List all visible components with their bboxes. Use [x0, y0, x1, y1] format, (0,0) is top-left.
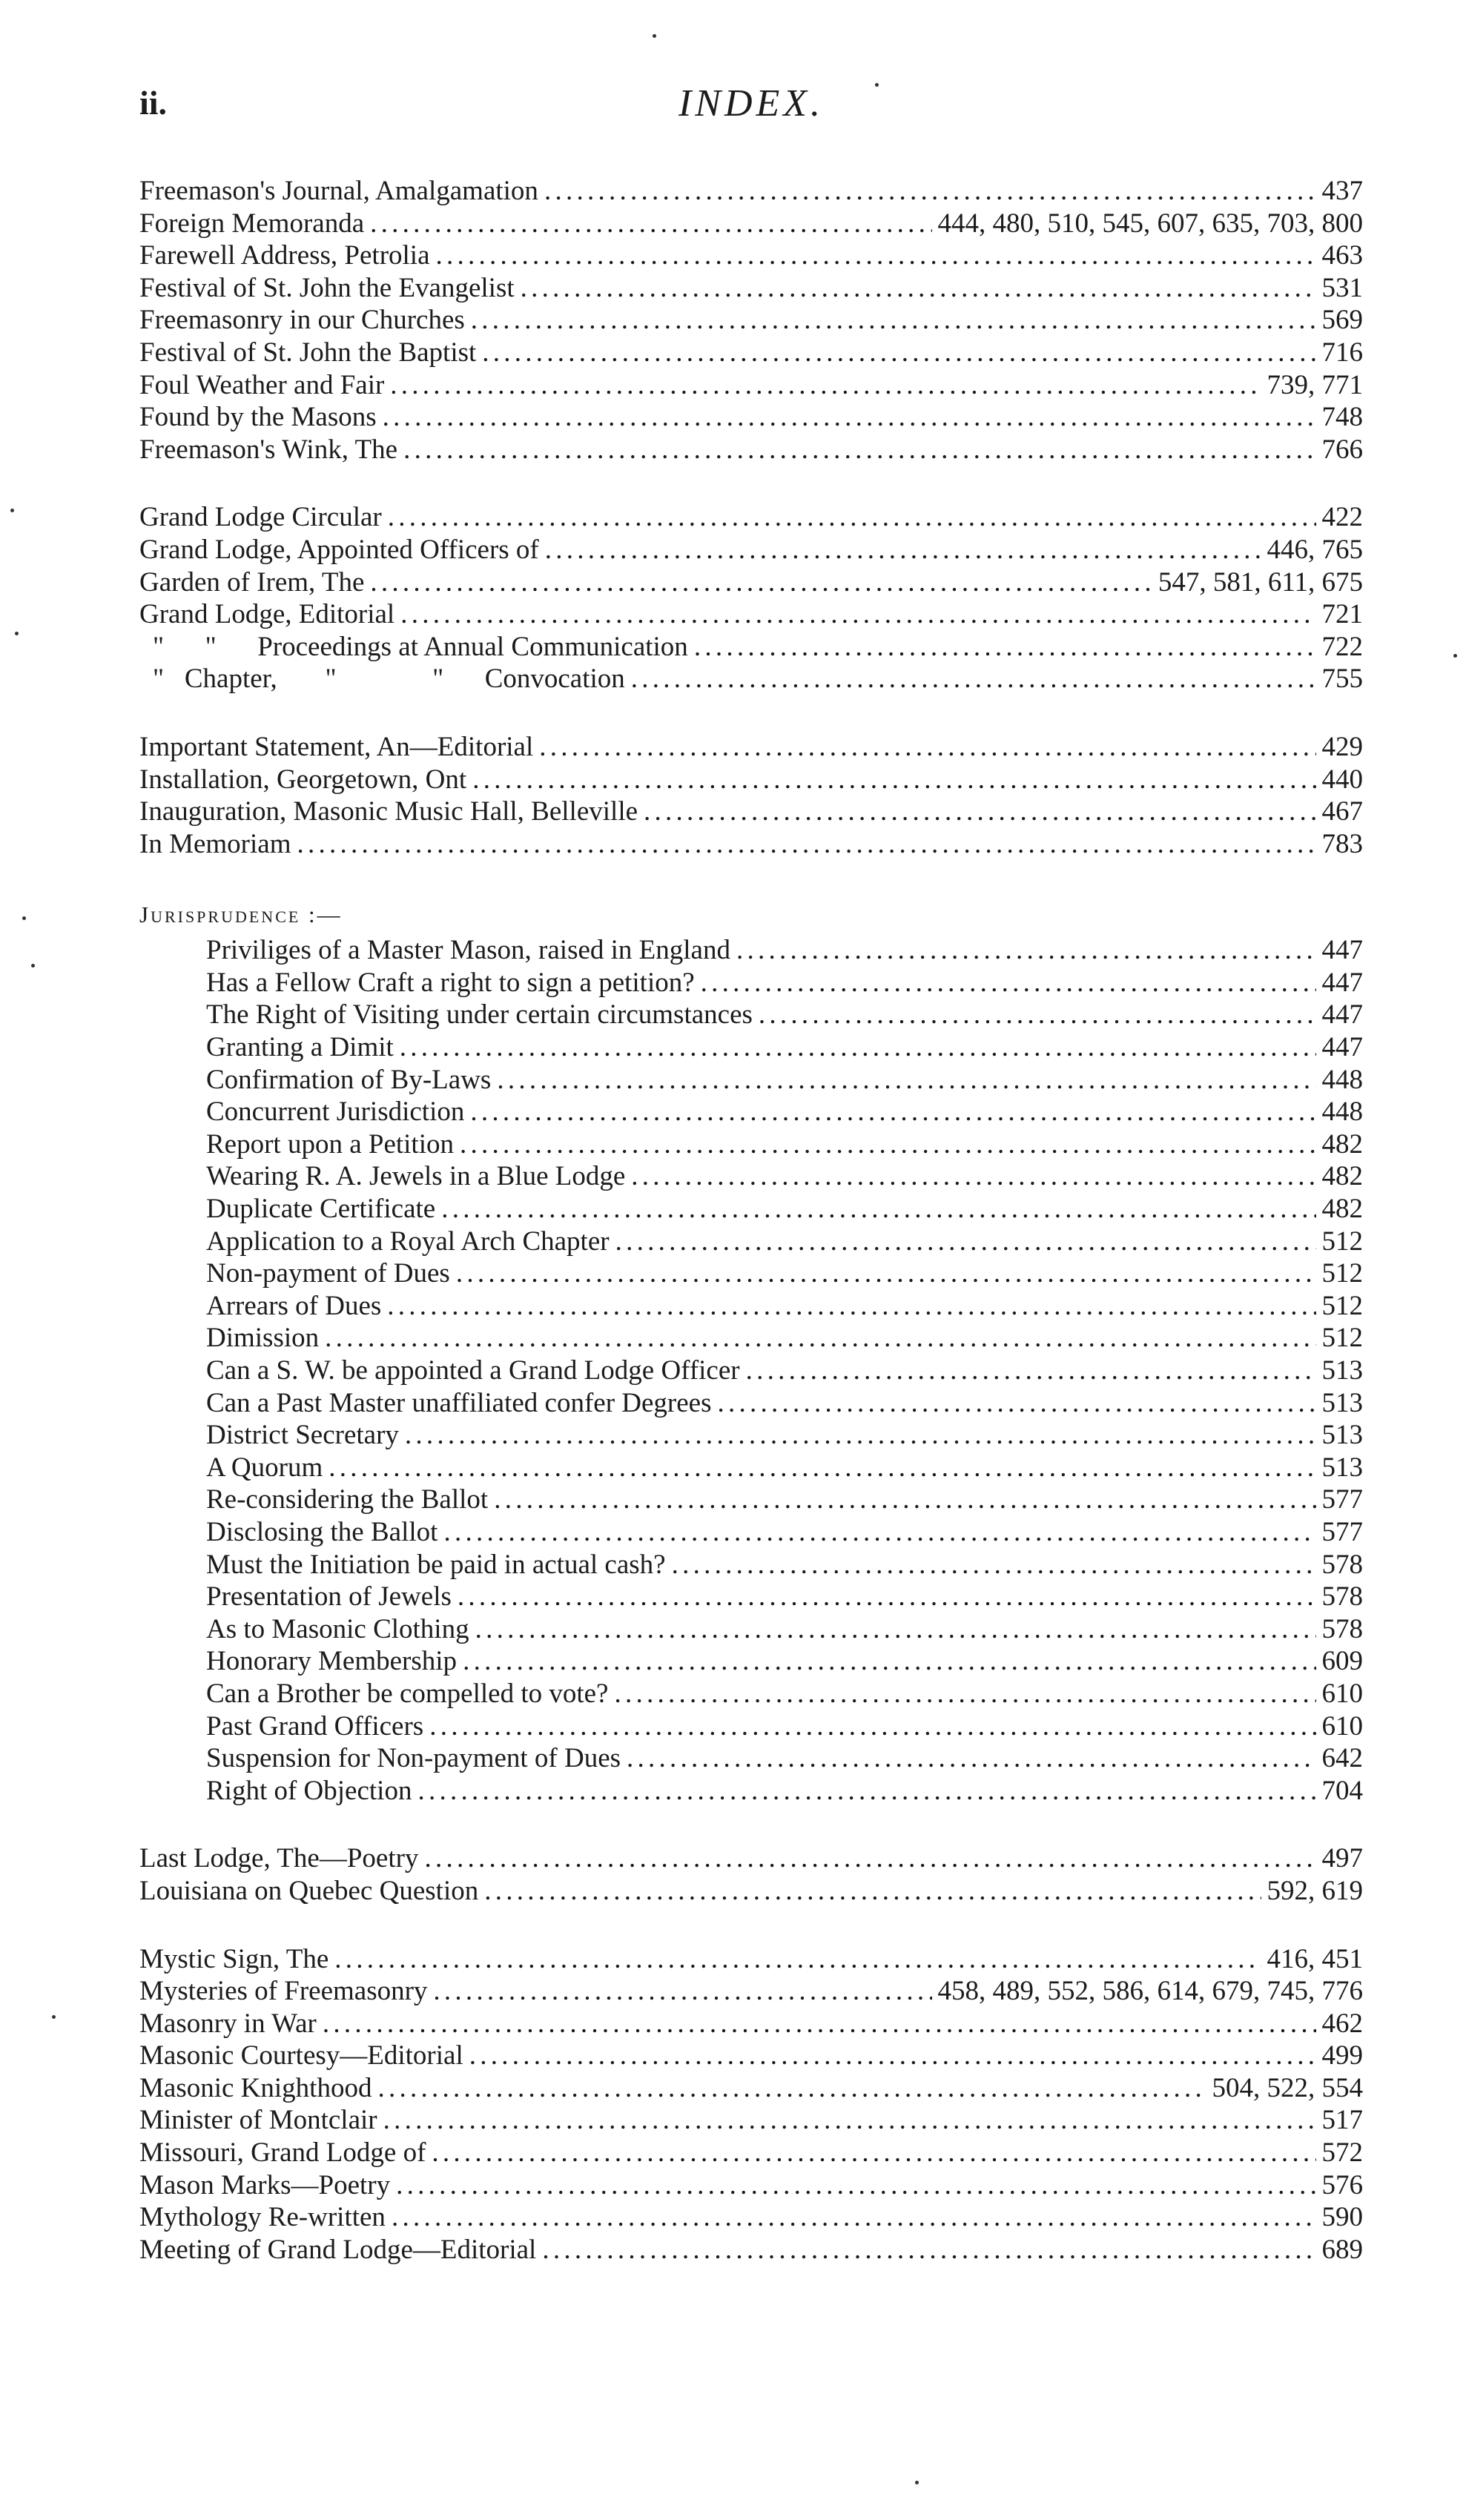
dot-leader	[396, 2169, 1315, 2202]
index-entry	[139, 2040, 1363, 2072]
entry-pages: 578	[1321, 1581, 1363, 1613]
entry-pages: 447	[1321, 999, 1363, 1031]
entry-title: Grand Lodge, Editorial	[139, 599, 395, 630]
dot-leader	[388, 501, 1316, 534]
entry-title: Freemasonry in our Churches	[139, 305, 465, 336]
dot-leader	[334, 1943, 1261, 1976]
entry-title: Non-payment of Dues	[206, 1258, 450, 1289]
entry-pages: 513	[1321, 1355, 1363, 1386]
entry-pages: 572	[1321, 2137, 1363, 2169]
entry-pages: 576	[1321, 2169, 1363, 2200]
entry-pages: 642	[1321, 1743, 1363, 1774]
dot-leader	[458, 1581, 1316, 1613]
index-entry	[139, 1943, 1363, 1976]
entry-pages: 512	[1321, 1258, 1363, 1289]
entry-pages: 447	[1321, 1032, 1363, 1063]
entry-title: Louisiana on Quebec Question	[139, 1875, 479, 1906]
entry-pages: 512	[1321, 1290, 1363, 1321]
entry-title: Right of Objection	[206, 1775, 412, 1806]
entry-title: Mason Marks—Poetry	[139, 2169, 391, 2200]
dot-leader	[392, 2201, 1316, 2234]
index-entry	[139, 1128, 1363, 1161]
entry-title: Granting a Dimit	[206, 1032, 394, 1063]
dot-leader	[701, 967, 1316, 999]
index-entry	[139, 1096, 1363, 1128]
index-entry	[139, 175, 1363, 208]
index-entry	[139, 731, 1363, 764]
entry-title: Arrears of Dues	[206, 1290, 382, 1321]
dot-leader	[615, 1226, 1316, 1258]
dot-leader	[631, 663, 1316, 695]
entry-title: Masonic Courtesy—Editorial	[139, 2040, 463, 2071]
dot-leader	[323, 2008, 1316, 2040]
index-entry	[139, 566, 1363, 599]
index-entry	[139, 1775, 1363, 1808]
dot-leader	[545, 534, 1261, 566]
dot-leader	[497, 1064, 1315, 1097]
entry-pages: 513	[1321, 1452, 1363, 1483]
section-m	[139, 1943, 1363, 2266]
entry-title: The Right of Visiting under certain circumstances	[206, 999, 753, 1031]
entry-title: Report upon a Petition	[206, 1128, 454, 1160]
dot-leader	[460, 1128, 1316, 1161]
entry-title: Disclosing the Ballot	[206, 1516, 438, 1547]
entry-title: Freemason's Wink, The	[139, 434, 398, 465]
entry-title: Can a S. W. be appointed a Grand Lodge Officer	[206, 1355, 740, 1386]
scan-speck	[10, 509, 14, 512]
dot-leader	[443, 1516, 1315, 1549]
entry-pages: 577	[1321, 1516, 1363, 1547]
index-entry	[139, 2234, 1363, 2266]
entry-pages: 531	[1321, 272, 1363, 303]
entry-title: Can a Brother be compelled to vote?	[206, 1678, 609, 1709]
dot-leader	[463, 1645, 1315, 1678]
entry-title: Grand Lodge, Appointed Officers of	[139, 534, 539, 565]
dot-leader	[370, 566, 1152, 599]
scan-speck	[653, 34, 656, 38]
entry-pages: 722	[1321, 631, 1363, 662]
entry-pages: 577	[1321, 1484, 1363, 1515]
entry-title: Dimission	[206, 1323, 320, 1354]
entry-title: Grand Lodge Circular	[139, 502, 382, 533]
index-entry	[139, 1257, 1363, 1290]
dot-leader	[403, 434, 1315, 466]
entry-title: Duplicate Certificate	[206, 1194, 436, 1225]
page-title: INDEX.	[678, 82, 825, 125]
index-entry	[139, 1613, 1363, 1646]
index-entry	[139, 1710, 1363, 1743]
entry-title: A Quorum	[206, 1452, 323, 1483]
entry-title: Found by the Masons	[139, 402, 377, 433]
entry-pages: 748	[1321, 402, 1363, 433]
entry-title: Confirmation of By-Laws	[206, 1064, 492, 1095]
dot-leader	[405, 1419, 1316, 1452]
dot-leader	[631, 1160, 1315, 1193]
index-entry	[139, 1452, 1363, 1484]
entry-pages: 590	[1321, 2202, 1363, 2233]
index-entry	[139, 764, 1363, 796]
entry-pages: 610	[1321, 1710, 1363, 1742]
page-number: ii.	[139, 84, 168, 122]
dot-leader	[694, 631, 1316, 664]
index-entry	[139, 401, 1363, 434]
entry-title: Suspension for Non-payment of Dues	[206, 1743, 621, 1774]
entry-title: Re-considering the Ballot	[206, 1484, 489, 1515]
index-entry	[139, 631, 1363, 664]
entry-pages: 578	[1321, 1549, 1363, 1580]
entry-title: Application to a Royal Arch Chapter	[206, 1226, 610, 1257]
entry-pages: 499	[1321, 2040, 1363, 2071]
index-entry	[139, 1742, 1363, 1775]
dot-leader	[759, 999, 1316, 1031]
entry-title: Mythology Re-written	[139, 2202, 386, 2233]
dot-leader	[672, 1549, 1316, 1581]
entry-title: Masonry in War	[139, 2008, 317, 2039]
entry-title: Honorary Membership	[206, 1646, 458, 1677]
index-entry	[139, 1322, 1363, 1355]
dot-leader	[475, 1613, 1316, 1646]
dot-leader	[328, 1452, 1315, 1484]
entry-pages: 513	[1321, 1420, 1363, 1451]
index-entry	[139, 1290, 1363, 1323]
index-entry	[139, 999, 1363, 1031]
entry-title: Missouri, Grand Lodge of	[139, 2137, 426, 2169]
index-entry	[139, 934, 1363, 967]
index-entry	[139, 1549, 1363, 1581]
entry-title: Must the Initiation be paid in actual cash?	[206, 1549, 666, 1580]
entry-pages: 444, 480, 510, 545, 607, 635, 703, 800	[937, 208, 1363, 239]
entry-title: Farewell Address, Petrolia	[139, 240, 430, 271]
section-f	[139, 175, 1363, 466]
dot-leader	[400, 598, 1315, 631]
index-entry	[139, 2104, 1363, 2137]
dot-leader	[417, 1775, 1315, 1808]
entry-title: Mysteries of Freemasonry	[139, 1976, 428, 2007]
entry-pages: 512	[1321, 1323, 1363, 1354]
index-entry	[139, 2169, 1363, 2202]
entry-pages: 446, 765	[1267, 534, 1363, 565]
index-entry	[139, 967, 1363, 999]
entry-pages: 458, 489, 552, 586, 614, 679, 745, 776	[937, 1976, 1363, 2007]
entry-title: Last Lodge, The—Poetry	[139, 1843, 419, 1874]
index-entry	[139, 369, 1363, 402]
dot-leader	[432, 2137, 1315, 2169]
jurisprudence-heading: Jurisprudence :—	[139, 902, 343, 928]
dot-leader	[494, 1484, 1315, 1516]
entry-pages: 610	[1321, 1678, 1363, 1709]
entry-pages: 739, 771	[1267, 369, 1363, 400]
entry-title: Foul Weather and Fair	[139, 369, 385, 400]
index-entry	[139, 208, 1363, 240]
entry-pages: 448	[1321, 1097, 1363, 1128]
entry-title: " " Proceedings at Annual Communication	[153, 631, 688, 662]
dot-leader	[383, 401, 1316, 434]
dot-leader	[390, 369, 1261, 402]
entry-pages: 569	[1321, 305, 1363, 336]
section-i	[139, 731, 1363, 860]
entry-pages: 592, 619	[1267, 1875, 1363, 1906]
index-entry	[139, 1975, 1363, 2008]
entry-pages: 482	[1321, 1128, 1363, 1160]
dot-leader	[542, 2234, 1315, 2266]
entry-pages: 716	[1321, 337, 1363, 368]
index-entry	[139, 1031, 1363, 1064]
entry-title: Priviliges of a Master Mason, raised in England	[206, 935, 730, 966]
entry-pages: 440	[1321, 764, 1363, 795]
entry-title: As to Masonic Clothing	[206, 1613, 469, 1644]
entry-pages: 721	[1321, 599, 1363, 630]
entry-title: Garden of Irem, The	[139, 566, 365, 598]
dot-leader	[325, 1322, 1315, 1355]
entry-pages: 447	[1321, 935, 1363, 966]
index-entry	[139, 1419, 1363, 1452]
index-entry	[139, 2072, 1363, 2105]
index-entry	[139, 1193, 1363, 1226]
index-entry	[139, 1581, 1363, 1613]
scan-speck	[52, 2015, 56, 2019]
dot-leader	[456, 1257, 1316, 1290]
entry-title: Can a Past Master unaffiliated confer Degrees	[206, 1387, 712, 1418]
entry-pages: 689	[1321, 2234, 1363, 2265]
entry-pages: 467	[1321, 796, 1363, 827]
entry-title: District Secretary	[206, 1420, 399, 1451]
index-entry	[139, 1226, 1363, 1258]
dot-leader	[469, 2040, 1316, 2072]
dot-leader	[424, 1842, 1315, 1875]
entry-pages: 512	[1321, 1226, 1363, 1257]
entry-pages: 578	[1321, 1613, 1363, 1644]
entry-title: Mystic Sign, The	[139, 1943, 329, 1974]
scan-speck	[915, 2481, 919, 2484]
dot-leader	[297, 828, 1315, 861]
dot-leader	[484, 1875, 1261, 1908]
dot-leader	[436, 239, 1316, 272]
section-g	[139, 501, 1363, 695]
entry-pages: 504, 522, 554	[1212, 2072, 1363, 2103]
index-entry	[139, 1678, 1363, 1710]
dot-leader	[539, 731, 1315, 764]
index-entry	[139, 272, 1363, 305]
entry-pages: 448	[1321, 1064, 1363, 1095]
index-entry	[139, 337, 1363, 369]
entry-title: In Memoriam	[139, 828, 291, 859]
entry-title: Masonic Knighthood	[139, 2072, 372, 2103]
scan-speck	[1453, 654, 1457, 658]
entry-pages: 783	[1321, 828, 1363, 859]
entry-pages: 482	[1321, 1161, 1363, 1192]
dot-leader	[400, 1031, 1316, 1064]
dot-leader	[471, 304, 1316, 337]
entry-pages: 755	[1321, 664, 1363, 695]
entry-pages: 447	[1321, 967, 1363, 998]
dot-leader	[383, 2104, 1316, 2137]
index-entry	[139, 1516, 1363, 1549]
dot-leader	[627, 1742, 1315, 1775]
jurisprudence-list	[139, 934, 1363, 1807]
entry-title: Past Grand Officers	[206, 1710, 424, 1742]
entry-title: Freemason's Journal, Amalgamation	[139, 176, 538, 206]
entry-title: Festival of St. John the Baptist	[139, 337, 477, 368]
entry-title: Has a Fellow Craft a right to sign a petition?	[206, 967, 695, 998]
index-entry	[139, 1484, 1363, 1516]
dot-leader	[746, 1355, 1316, 1387]
entry-title: Minister of Montclair	[139, 2105, 377, 2136]
dot-leader	[521, 272, 1316, 305]
dot-leader	[614, 1678, 1315, 1710]
entry-title: Foreign Memoranda	[139, 208, 365, 239]
entry-title: Festival of St. John the Evangelist	[139, 272, 515, 303]
dot-leader	[482, 337, 1315, 369]
index-entry	[139, 304, 1363, 337]
entry-title: Meeting of Grand Lodge—Editorial	[139, 2234, 537, 2265]
entry-pages: 482	[1321, 1194, 1363, 1225]
entry-title: Concurrent Jurisdiction	[206, 1097, 465, 1128]
index-entry	[139, 534, 1363, 566]
dot-leader	[433, 1975, 931, 2008]
index-entry	[139, 2008, 1363, 2040]
index-body	[139, 175, 1363, 2301]
dot-leader	[441, 1193, 1315, 1226]
entry-title: Important Statement, An—Editorial	[139, 731, 534, 762]
index-entry	[139, 1875, 1363, 1908]
entry-pages: 704	[1321, 1775, 1363, 1806]
entry-pages: 766	[1321, 434, 1363, 465]
dot-leader	[387, 1290, 1315, 1323]
entry-title: Installation, Georgetown, Ont	[139, 764, 467, 795]
entry-title: " Chapter, " " Convocation	[153, 664, 625, 695]
index-entry	[139, 501, 1363, 534]
scan-speck	[15, 632, 19, 635]
entry-pages: 547, 581, 611, 675	[1158, 566, 1363, 598]
dot-leader	[429, 1710, 1315, 1743]
entry-pages: 416, 451	[1267, 1943, 1363, 1974]
index-entry	[139, 663, 1363, 695]
page-header	[139, 83, 1363, 142]
entry-title: Presentation of Jewels	[206, 1581, 452, 1613]
dot-leader	[736, 934, 1316, 967]
dot-leader	[470, 1096, 1315, 1128]
index-entry	[139, 1355, 1363, 1387]
index-entry	[139, 828, 1363, 861]
index-entry	[139, 1160, 1363, 1193]
section-l	[139, 1842, 1363, 1907]
entry-pages: 429	[1321, 731, 1363, 762]
entry-pages: 609	[1321, 1646, 1363, 1677]
index-entry	[139, 1645, 1363, 1678]
index-entry	[139, 1387, 1363, 1420]
index-entry	[139, 1842, 1363, 1875]
index-entry	[139, 434, 1363, 466]
index-entry	[139, 796, 1363, 828]
entry-pages: 422	[1321, 502, 1363, 533]
entry-title: Wearing R. A. Jewels in a Blue Lodge	[206, 1161, 626, 1192]
dot-leader	[644, 796, 1315, 828]
index-entry	[139, 239, 1363, 272]
entry-pages: 462	[1321, 2008, 1363, 2039]
entry-title: Inauguration, Masonic Music Hall, Belleville	[139, 796, 638, 827]
entry-pages: 513	[1321, 1387, 1363, 1418]
dot-leader	[544, 175, 1316, 208]
dot-leader	[472, 764, 1315, 796]
entry-pages: 497	[1321, 1843, 1363, 1874]
scan-speck	[31, 964, 35, 968]
dot-leader	[370, 208, 931, 240]
dot-leader	[718, 1387, 1316, 1420]
scan-speck	[875, 83, 879, 87]
section-jurisprudence	[139, 896, 1363, 1807]
index-entry	[139, 2137, 1363, 2169]
index-entry	[139, 1064, 1363, 1097]
entry-pages: 463	[1321, 240, 1363, 271]
index-entry	[139, 598, 1363, 631]
entry-pages: 437	[1321, 176, 1363, 206]
scan-speck	[22, 916, 26, 920]
dot-leader	[377, 2072, 1206, 2105]
entry-pages: 517	[1321, 2105, 1363, 2136]
index-entry	[139, 2201, 1363, 2234]
